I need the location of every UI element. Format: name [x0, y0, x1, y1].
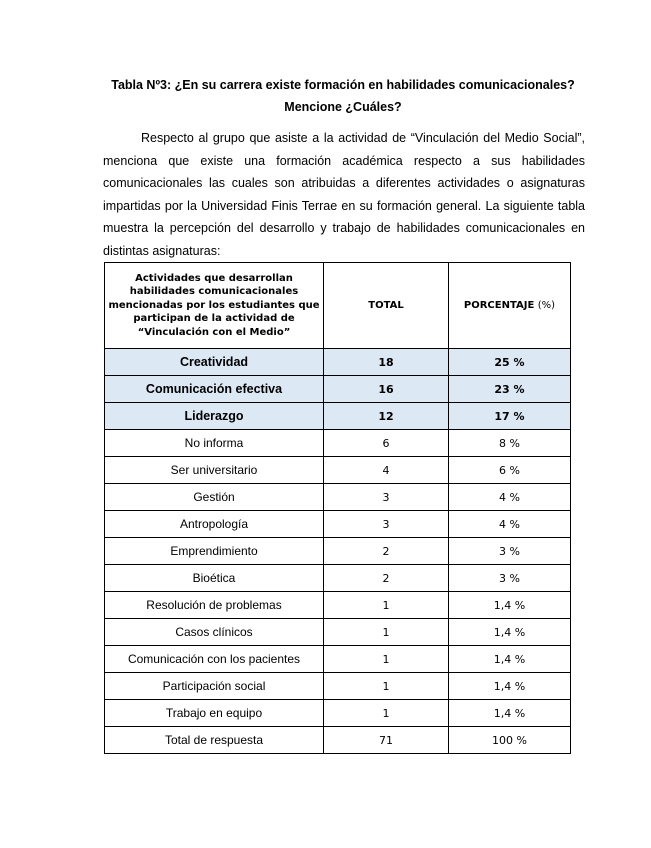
table-row	[105, 646, 571, 673]
row-percent: 4 %	[449, 511, 571, 538]
row-activity: Comunicación con los pacientes	[105, 646, 324, 673]
row-percent: 4 %	[449, 484, 571, 511]
row-percent: 1,4 %	[449, 673, 571, 700]
row-percent: 1,4 %	[449, 646, 571, 673]
row-percent: 100 %	[449, 727, 571, 754]
row-percent: 6 %	[449, 457, 571, 484]
caption-line-2: Mencione ¿Cuáles?	[284, 100, 402, 114]
header-total: TOTAL	[324, 263, 449, 349]
row-total: 1	[324, 673, 449, 700]
table-caption	[100, 74, 586, 118]
row-total: 2	[324, 565, 449, 592]
row-total: 71	[324, 727, 449, 754]
row-percent: 3 %	[449, 538, 571, 565]
row-percent: 1,4 %	[449, 700, 571, 727]
row-total: 1	[324, 592, 449, 619]
row-activity: Creatividad	[105, 349, 324, 376]
row-activity: Comunicación efectiva	[105, 376, 324, 403]
table-row	[105, 538, 571, 565]
row-total: 3	[324, 511, 449, 538]
row-percent: 1,4 %	[449, 592, 571, 619]
row-total: 1	[324, 646, 449, 673]
table-row	[105, 376, 571, 403]
table-row	[105, 673, 571, 700]
row-activity: Casos clínicos	[105, 619, 324, 646]
header-percent-label: PORCENTAJE	[463, 299, 535, 311]
row-total: 1	[324, 619, 449, 646]
row-activity: No informa	[105, 430, 324, 457]
row-total: 1	[324, 700, 449, 727]
row-percent: 25 %	[449, 349, 571, 376]
table-total-row	[105, 727, 571, 754]
table-row	[105, 592, 571, 619]
intro-paragraph: Respecto al grupo que asiste a la actividad de “Vinculación del Medio Social”, menciona que existe una formación académica respecto a sus habilidades comunicacionales las cuales son atribuidas a diferentes actividades o asignaturas impartidas por la Universidad Finis Terrae en su formación general. La siguiente tabla muestra la percepción del desarrollo y trabajo de habilidades comunicacionales en distintas asignaturas:	[103, 131, 585, 258]
row-percent: 23 %	[449, 376, 571, 403]
row-total: 3	[324, 484, 449, 511]
row-activity: Trabajo en equipo	[105, 700, 324, 727]
row-total: 16	[324, 376, 449, 403]
table-row	[105, 349, 571, 376]
caption-line-1: Tabla Nº3: ¿En su carrera existe formación en habilidades comunicacionales?	[111, 78, 575, 92]
row-percent: 1,4 %	[449, 619, 571, 646]
table-row	[105, 403, 571, 430]
row-total: 18	[324, 349, 449, 376]
row-total: 2	[324, 538, 449, 565]
table-header-row	[105, 263, 571, 349]
table-row	[105, 619, 571, 646]
activities-table	[104, 262, 571, 754]
row-activity: Liderazgo	[105, 403, 324, 430]
row-activity: Ser universitario	[105, 457, 324, 484]
row-activity: Resolución de problemas	[105, 592, 324, 619]
row-percent: 17 %	[449, 403, 571, 430]
table-row	[105, 511, 571, 538]
row-activity: Bioética	[105, 565, 324, 592]
row-activity: Antropología	[105, 511, 324, 538]
row-activity: Participación social	[105, 673, 324, 700]
row-percent: 8 %	[449, 430, 571, 457]
row-total: 4	[324, 457, 449, 484]
table-row	[105, 430, 571, 457]
row-activity: Total de respuesta	[105, 727, 324, 754]
row-percent: 3 %	[449, 565, 571, 592]
table-row	[105, 700, 571, 727]
row-total: 6	[324, 430, 449, 457]
table-row	[105, 457, 571, 484]
row-activity: Gestión	[105, 484, 324, 511]
table-row	[105, 484, 571, 511]
row-activity: Emprendimiento	[105, 538, 324, 565]
header-percent	[449, 263, 571, 349]
header-percent-symbol: (%)	[537, 299, 556, 311]
table-row	[105, 565, 571, 592]
header-activity: Actividades que desarrollan habilidades comunicacionales mencionadas por los estudiantes que participan de la actividad de “Vinculación con el Medio”	[105, 263, 324, 349]
row-total: 12	[324, 403, 449, 430]
